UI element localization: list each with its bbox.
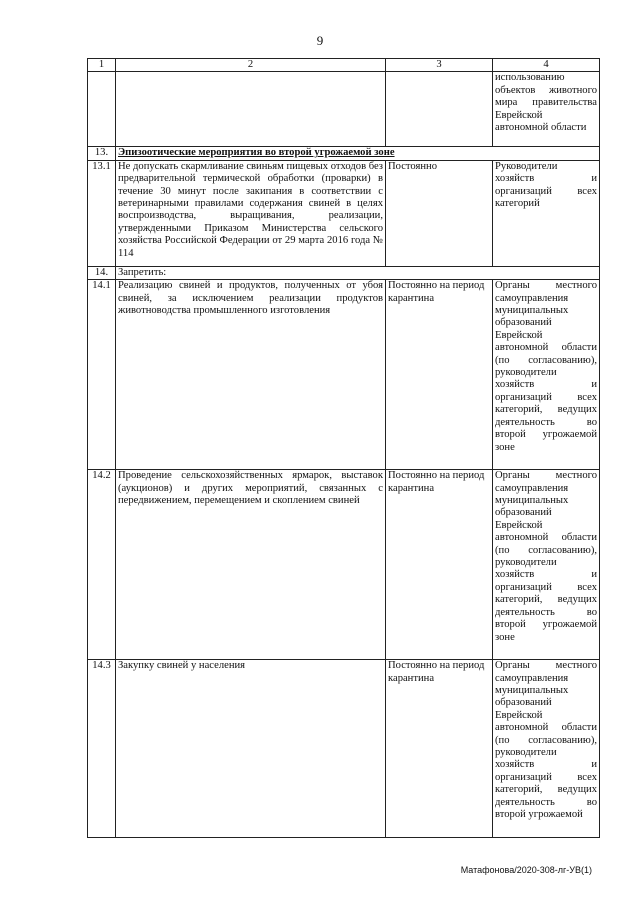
- row-number: 14.: [88, 266, 116, 279]
- term-text: Постоянно: [386, 160, 493, 266]
- table-header-row: [88, 59, 600, 72]
- term-text: Постоянно на период карантина: [386, 470, 493, 660]
- measure-text: Проведение сельскохозяйственных ярмарок, выставок (аукционов) и других мероприятий, связанных с передвижением, перемещением и скоплением свиней: [116, 470, 386, 660]
- section-title: Эпизоотические мероприятия во второй угрожаемой зоне: [116, 147, 600, 160]
- measure-text: Реализацию свиней и продуктов, полученных от убоя свиней, за исключением реализации продуктов животноводства промышленного изготовления: [116, 280, 386, 470]
- row-number: 14.2: [88, 470, 116, 660]
- responsible-text: Руководители хозяйств и организаций всех категорий: [493, 160, 600, 266]
- section-row: [88, 266, 600, 279]
- row-number: 14.3: [88, 660, 116, 838]
- header-col-1: 1: [88, 59, 116, 72]
- term-text: Постоянно на период карантина: [386, 660, 493, 838]
- measure-text: Не допускать скармливание свиньям пищевых отходов без предварительной термической обработки (проварки) в течение 30 минут после закипания в соответствии с ветеринарными правилами содержания свиней в целях воспроизводства, выращивания, реализации, утвержденными Приказом Министерства сельского хозяйства Российской Федерации от 29 марта 2016 года № 114: [116, 160, 386, 266]
- table-row: [88, 660, 600, 838]
- header-col-3: 3: [386, 59, 493, 72]
- section-row: [88, 147, 600, 160]
- document-code: Матафонова/2020-308-лг-УВ(1): [460, 865, 592, 875]
- responsible-text: Органы местного самоуправления муниципальных образований Еврейской автономной области (по согласованию), руководители хозяйств и организаций всех категорий, ведущих деятельность во второй угрожаемой зоне: [493, 280, 600, 470]
- section-title: Запретить:: [116, 266, 600, 279]
- table-row: [88, 470, 600, 660]
- measure-text: Закупку свиней у населения: [116, 660, 386, 838]
- measures-table: [87, 58, 600, 838]
- continuation-responsible: использованию объектов животного мира правительства Еврейской автономной области: [493, 72, 600, 147]
- empty-cell: [116, 72, 386, 147]
- header-col-4: 4: [493, 59, 600, 72]
- table-row: [88, 280, 600, 470]
- header-col-2: 2: [116, 59, 386, 72]
- empty-cell: [386, 72, 493, 147]
- page-number: 9: [316, 33, 324, 48]
- term-text: Постоянно на период карантина: [386, 280, 493, 470]
- table-row: [88, 160, 600, 266]
- row-number: 13.: [88, 147, 116, 160]
- table-row: [88, 72, 600, 147]
- row-number: 14.1: [88, 280, 116, 470]
- responsible-text: Органы местного самоуправления муниципальных образований Еврейской автономной области (по согласованию), руководители хозяйств и организаций всех категорий, ведущих деятельность во второй угрожаемой зоне: [493, 470, 600, 660]
- row-number: 13.1: [88, 160, 116, 266]
- empty-cell: [88, 72, 116, 147]
- responsible-text: Органы местного самоуправления муниципальных образований Еврейской автономной области (по согласованию), руководители хозяйств и организаций всех категорий, ведущих деятельность во второй угрожаемой: [493, 660, 600, 838]
